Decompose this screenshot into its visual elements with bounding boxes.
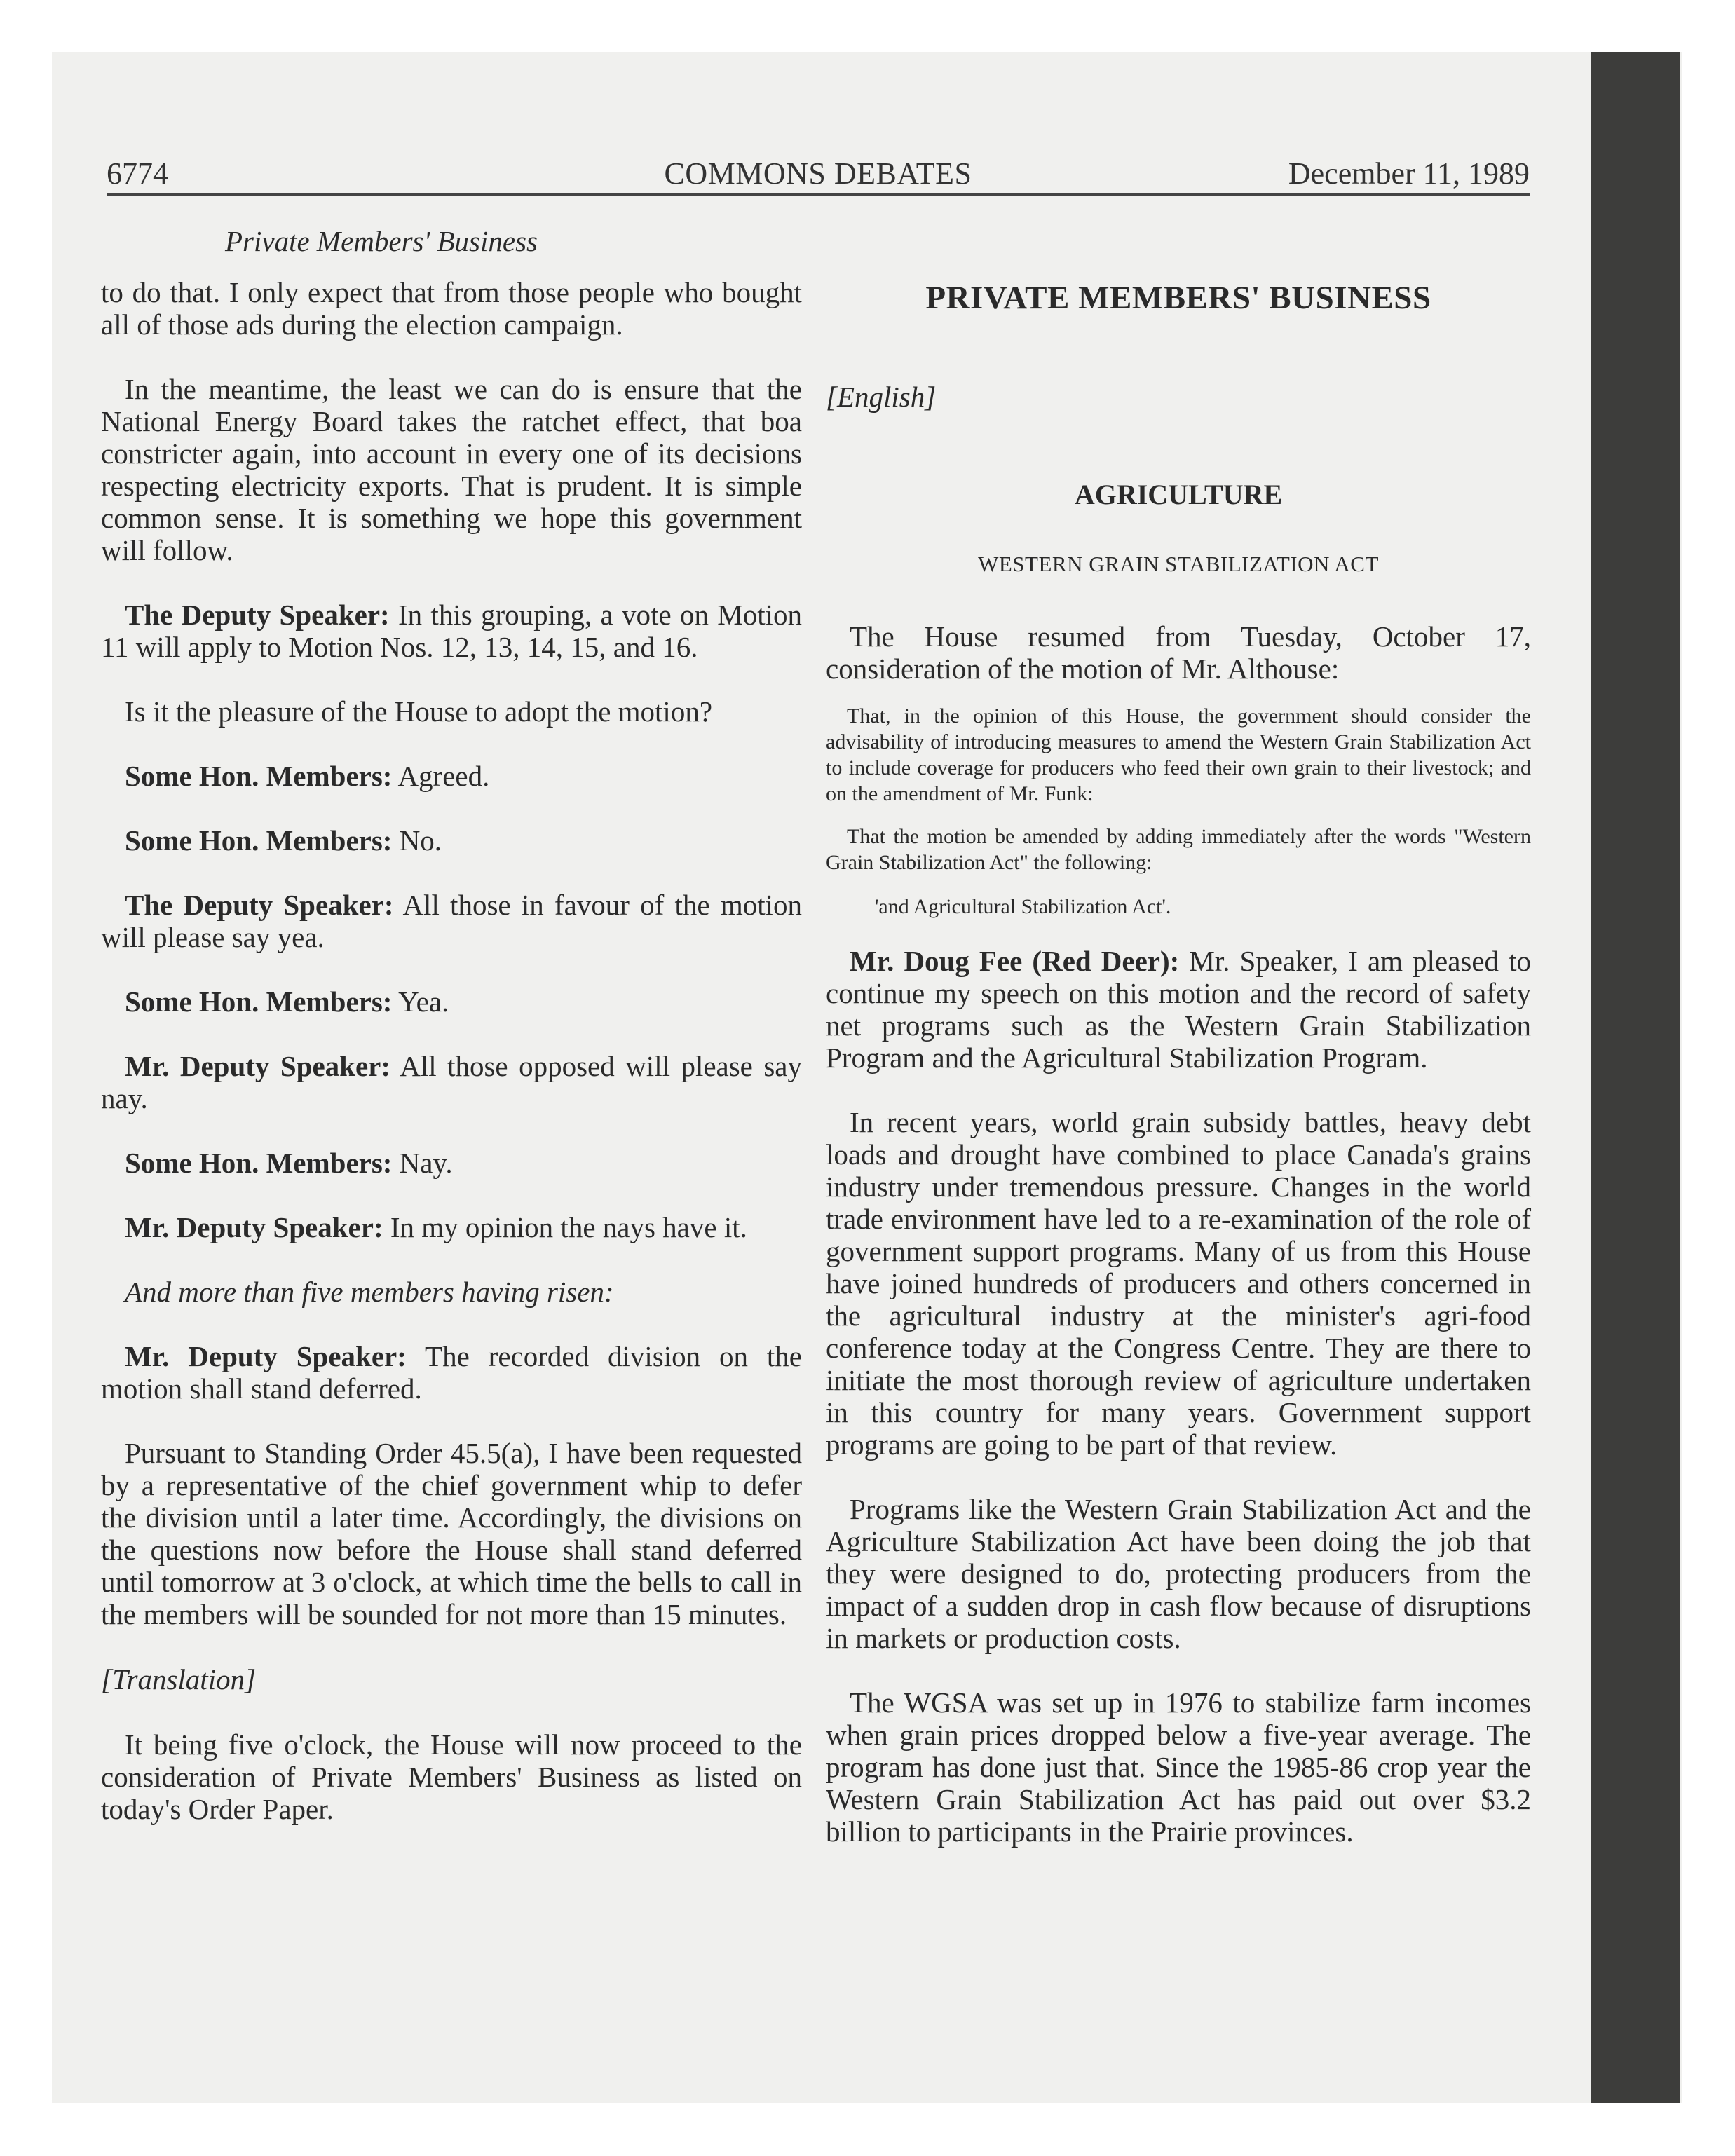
- quoted-text: 'and Agricultural Stabilization Act'.: [875, 895, 1171, 918]
- speech-text: Mr. Speaker, I am pleased to continue my speech on this motion and the record of safety net programs such as the Western Grain Stabilization Program and the Agricultural Stabilization Program.: [826, 945, 1532, 1074]
- paragraph: In recent years, world grain subsidy battles, heavy debt loads and drought have combined to place Canada's grains industry under tremendous pressure. Changes in the world trade environment have led to a re-examination of the role of government support programs. Many of us from this House have joined hundreds of producers and others concerned in the agricultural industry at the minister's agri-food conference today at the Congress Centre. They are there to initiate the most thorough review of agriculture undertaken in this country for many years. Government support programs are going to be part of that review.: [826, 1106, 1531, 1461]
- speaker-name: Some Hon. Members:: [125, 985, 393, 1018]
- paragraph: Pursuant to Standing Order 45.5(a), I have been requested by a representative of the chief government whip to defer the division until a later time. Accordingly, the divisions on the questions now before the House shall stand deferred until tomorrow at 3 o'clock, at which time the bells to call in the members will be sounded for not more than 15 minutes.: [101, 1437, 802, 1630]
- paragraph: [101, 1340, 802, 1405]
- paragraph: Is it the pleasure of the House to adopt the motion?: [125, 695, 713, 728]
- paragraph: [101, 889, 802, 953]
- speaker-name: Some Hon. Members:: [125, 824, 393, 857]
- language-label: [English]: [826, 381, 937, 413]
- paragraph: The House resumed from Tuesday, October 17, consideration of the motion of Mr. Althouse:: [826, 620, 1531, 685]
- main-heading: PRIVATE MEMBERS' BUSINESS: [925, 280, 1431, 316]
- paragraph: The WGSA was set up in 1976 to stabilize farm incomes when grain prices dropped below a five-year average. The program has done just that. Since the 1985-86 crop year the Western Grain Stabilization Act has paid out over $3.2 billion to participants in the Prairie provinces.: [826, 1686, 1531, 1848]
- paragraph: [101, 1211, 802, 1243]
- scan-edge-shadow: [1591, 52, 1680, 2103]
- paragraph: [101, 760, 802, 792]
- page-date: December 11, 1989: [1288, 156, 1530, 191]
- header-rule: [107, 193, 1530, 196]
- right-column: [826, 210, 1531, 1848]
- speech-text: Yea.: [392, 985, 449, 1018]
- paragraph: It being five o'clock, the House will now proceed to the consideration of Private Members' Business as listed on today's Order Paper.: [101, 1728, 802, 1825]
- speaker-name: Mr. Deputy Speaker:: [125, 1211, 383, 1243]
- paragraph: [101, 985, 802, 1018]
- left-column: [101, 210, 802, 1825]
- paragraph: Programs like the Western Grain Stabilization Act and the Agriculture Stabilization Act have been doing the job that they were designed to do, protecting producers from the impact of a sudden drop in cash flow because of disruptions in markets or production costs.: [826, 1493, 1531, 1654]
- speech-text: All those opposed will please say nay.: [101, 1050, 802, 1114]
- speech-text: In this grouping, a vote on Motion 11 will apply to Motion Nos. 12, 13, 14, 15, and 16.: [101, 599, 802, 663]
- speech-text: All those in favour of the motion will please say yea.: [101, 889, 802, 953]
- paragraph: [826, 945, 1531, 1074]
- speech-text: In my opinion the nays have it.: [383, 1211, 747, 1243]
- speaker-name: The Deputy Speaker:: [125, 889, 394, 921]
- speech-text: No.: [392, 824, 442, 857]
- topic-heading: AGRICULTURE: [1074, 479, 1283, 510]
- paragraph: [101, 1147, 802, 1179]
- paragraph: [101, 1050, 802, 1114]
- quoted-motion: That, in the opinion of this House, the government should consider the advisability of introducing measures to amend the Western Grain Stabilization Act to include coverage for producers who feed their own grain to their livestock; and on the amendment of Mr. Funk:: [826, 704, 1531, 805]
- page-number: 6774: [107, 156, 168, 191]
- speech-text: Nay.: [392, 1147, 453, 1179]
- speaker-name: Some Hon. Members:: [125, 760, 393, 792]
- paragraph: [101, 824, 802, 857]
- speech-text: The recorded division on the motion shall stand deferred.: [101, 1340, 802, 1405]
- speaker-name: Some Hon. Members:: [125, 1147, 393, 1179]
- translation-label: [Translation]: [101, 1663, 257, 1696]
- quoted-amendment: That the motion be amended by adding immediately after the words "Western Grain Stabilization Act" the following:: [826, 825, 1531, 874]
- paragraph: In the meantime, the least we can do is ensure that the National Energy Board takes the ratchet effect, that boa constricter again, into account in every one of its decisions respecting electricity exports. That is prudent. It is simple common sense. It is something we hope this government will follow.: [101, 373, 802, 566]
- paragraph: [101, 599, 802, 663]
- speech-text: Agreed.: [392, 760, 490, 792]
- paragraph: to do that. I only expect that from those people who bought all of those ads during the election campaign.: [101, 276, 802, 341]
- publication-title: COMMONS DEBATES: [664, 156, 972, 191]
- procedural-note: And more than five members having risen:: [125, 1276, 614, 1308]
- speaker-name: Mr. Deputy Speaker:: [125, 1050, 391, 1082]
- subheading: WESTERN GRAIN STABILIZATION ACT: [978, 552, 1379, 576]
- speaker-name: Mr. Doug Fee (Red Deer):: [850, 945, 1180, 977]
- speaker-name: The Deputy Speaker:: [125, 599, 390, 631]
- speaker-name: Mr. Deputy Speaker:: [125, 1340, 407, 1372]
- section-label: Private Members' Business: [224, 225, 538, 257]
